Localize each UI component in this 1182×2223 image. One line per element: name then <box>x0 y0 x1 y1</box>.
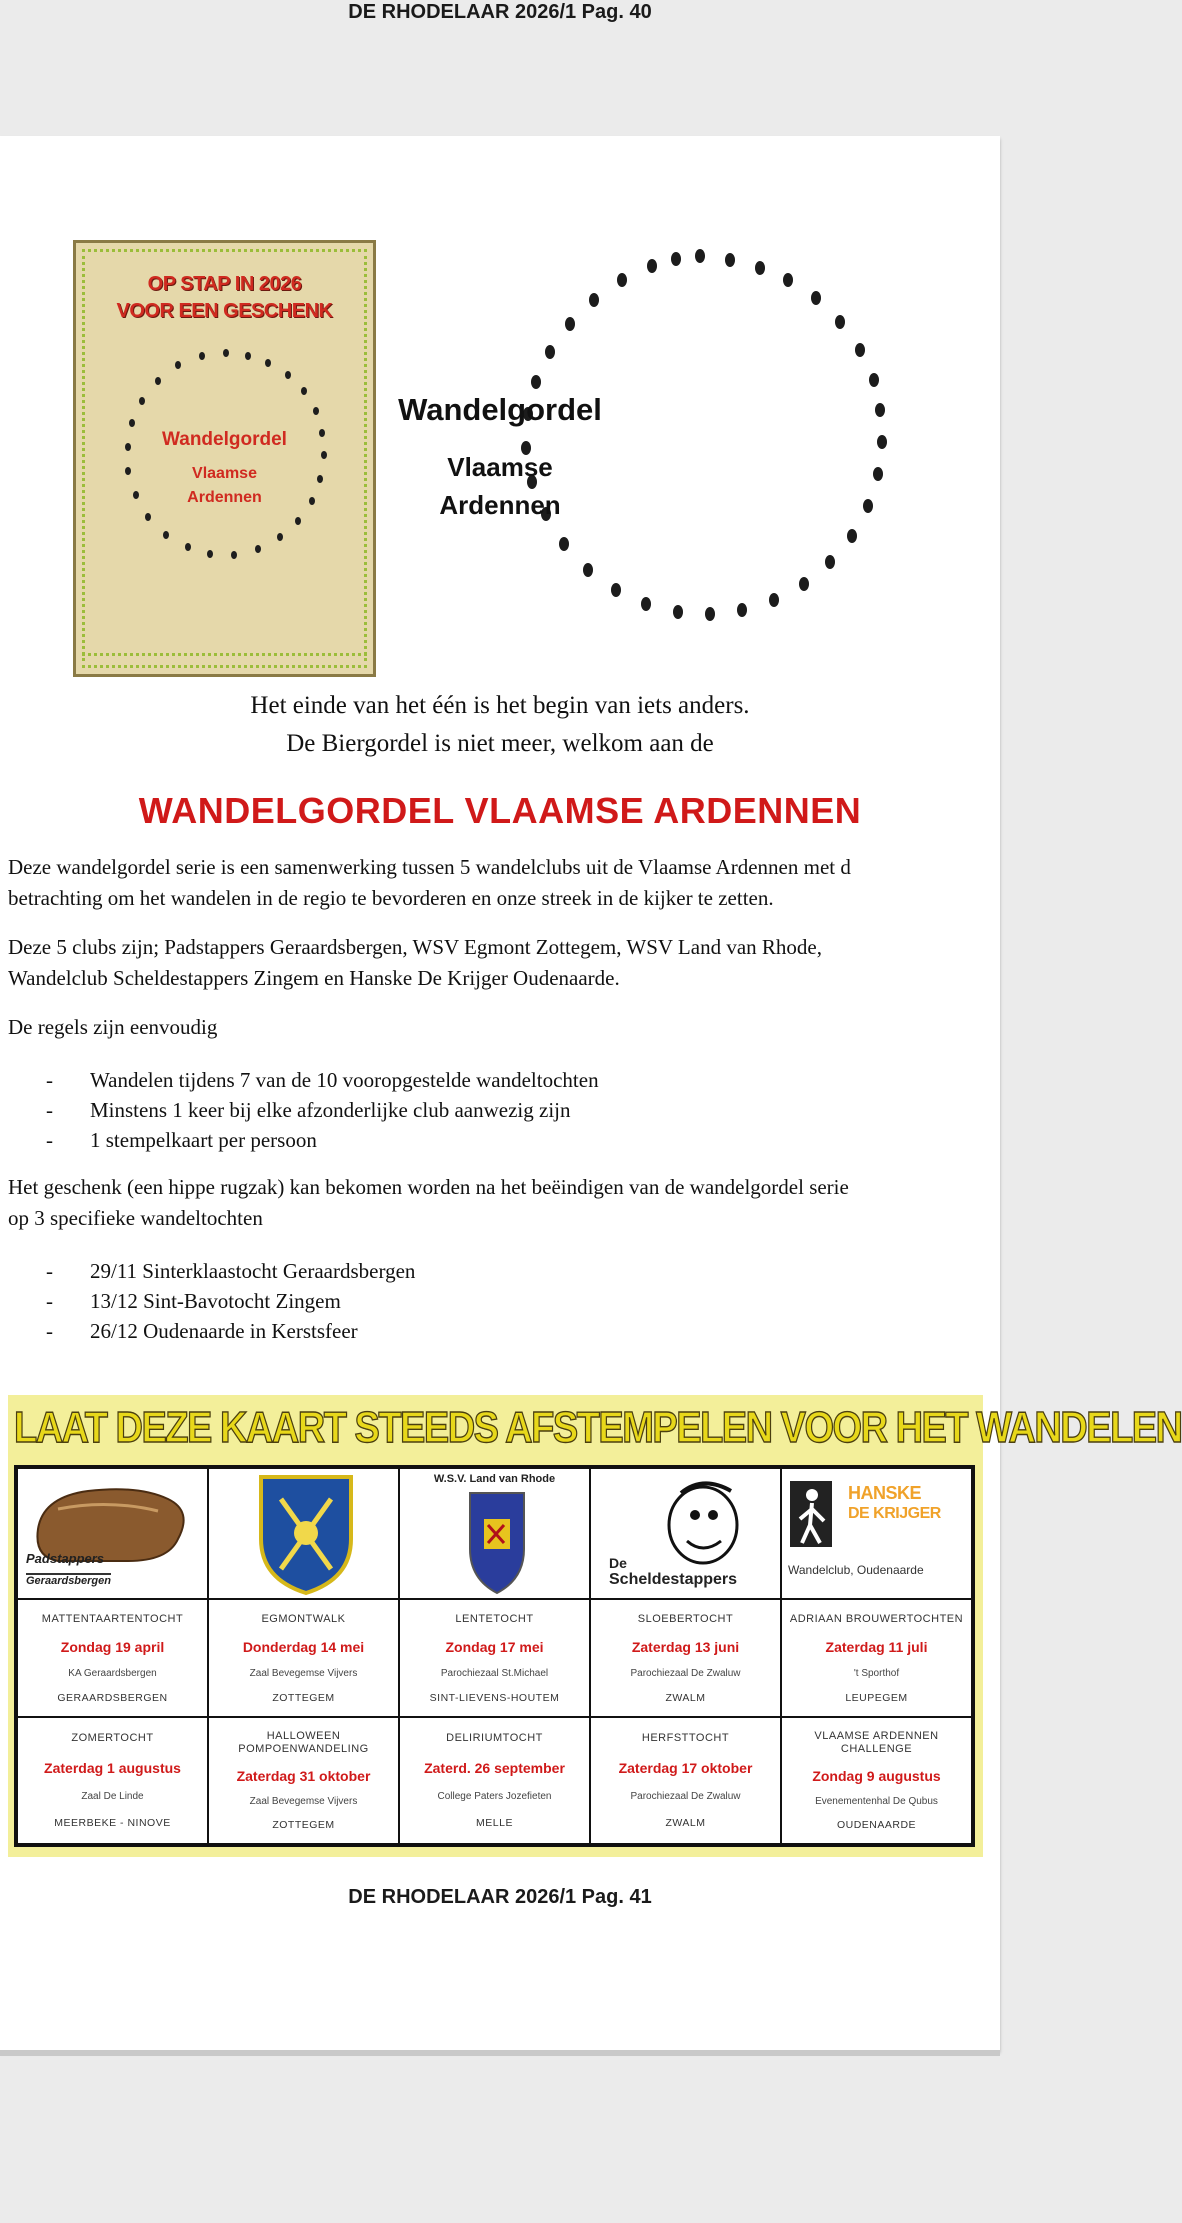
event-cell: ZOMERTOCHT Zaterdag 1 augustus Zaal De Linde MEERBEKE - NINOVE <box>17 1717 208 1844</box>
event-cell: VLAAMSE ARDENNEN CHALLENGE Zondag 9 augustus Evenementenhal De Qubus OUDENAARDE <box>781 1717 972 1844</box>
scheldestappers-logo: De Scheldestappers <box>590 1468 781 1599</box>
stamp-card <box>8 1395 1182 1857</box>
hanske-logo: HANSKE DE KRIJGER Wandelclub, Oudenaarde <box>781 1468 972 1599</box>
intro-line2: De Biergordel is niet meer, welkom aan de <box>286 730 714 757</box>
poster-title-line2: VOOR EEN GESCHENK <box>116 300 333 322</box>
event-cell: ADRIAAN BROUWERTOCHTEN Zaterdag 11 juli 't Sporthof LEUPEGEM <box>781 1599 972 1717</box>
poster-ring-line1: Wandelgordel <box>162 429 287 450</box>
list-item: - Wandelen tijdens 7 van de 10 vooropgestelde wandeltochten <box>46 1068 599 1092</box>
event-cell: LENTETOCHT Zondag 17 mei Parochiezaal St.Michael SINT-LIEVENS-HOUTEM <box>399 1599 590 1717</box>
event-cell: DELIRIUMTOCHT Zaterd. 26 september College Paters Jozefieten MELLE <box>399 1717 590 1844</box>
dates-list <box>46 1256 415 1346</box>
paragraph-1-line1: Deze wandelgordel serie is een samenwerking tussen 5 wandelclubs uit de Vlaamse Ardennen met d <box>8 855 851 879</box>
poster-ring-line2: Vlaamse <box>192 465 257 482</box>
shield-icon <box>209 1469 399 1597</box>
paragraph-3: De regels zijn eenvoudig <box>8 1015 218 1039</box>
list-item: - 29/11 Sinterklaastocht Geraardsbergen <box>46 1259 416 1283</box>
list-item: - 26/12 Oudenaarde in Kerstsfeer <box>46 1319 358 1343</box>
logo-line1: Wandelgordel <box>398 392 602 427</box>
event-cell: HERFSTTOCHT Zaterdag 17 oktober Parochiezaal De Zwaluw ZWALM <box>590 1717 781 1844</box>
main-title: WANDELGORDEL VLAAMSE ARDENNEN <box>138 790 862 831</box>
paragraph-4-line2: op 3 specifieke wandeltochten <box>8 1206 263 1230</box>
logo-line2: Vlaamse <box>447 452 553 482</box>
magazine-page <box>0 136 1182 2050</box>
paragraph-2-line1: Deze 5 clubs zijn; Padstappers Geraardsbergen, WSV Egmont Zottegem, WSV Land van Rhode, <box>8 935 822 959</box>
event-cell: EGMONTWALK Donderdag 14 mei Zaal Bevegemse Vijvers ZOTTEGEM <box>208 1599 399 1717</box>
page-footer: DE RHODELAAR 2026/1 Pag. 41 <box>348 1886 652 1908</box>
event-cell: SLOEBERTOCHT Zaterdag 13 juni Parochiezaal De Zwaluw ZWALM <box>590 1599 781 1717</box>
paragraph-4-line1: Het geschenk (een hippe rugzak) kan bekomen worden na het beëindigen van de wandelgordel serie <box>8 1175 849 1199</box>
event-cell: HALLOWEEN POMPOENWANDELING Zaterdag 31 oktober Zaal Bevegemse Vijvers ZOTTEGEM <box>208 1717 399 1844</box>
rules-list <box>46 1065 599 1155</box>
stamp-card-banner: LAAT DEZE KAART STEEDS AFSTEMPELEN VOOR HET WANDELEN <box>14 1403 1182 1453</box>
coat-of-arms-icon <box>400 1469 590 1597</box>
hiker-icon <box>790 1481 850 1561</box>
intro-line1: Het einde van het één is het begin van iets anders. <box>250 692 750 719</box>
poster-bottom-dots <box>82 653 367 668</box>
padstappers-logo: Padstappers Geraardsbergen <box>17 1468 208 1599</box>
page-header-top: DE RHODELAAR 2026/1 Pag. 40 <box>348 1 652 23</box>
paragraph-2-line2: Wandelclub Scheldestappers Zingem en Hanske De Krijger Oudenaarde. <box>8 966 620 990</box>
egmont-logo <box>208 1468 399 1599</box>
event-cell: MATTENTAARTENTOCHT Zondag 19 april KA Geraardsbergen GERAARDSBERGEN <box>17 1599 208 1717</box>
land-van-rhode-logo: W.S.V. Land van Rhode <box>399 1468 590 1599</box>
logo-line3: Ardennen <box>439 490 561 520</box>
stamp-card-grid <box>14 1465 975 1847</box>
list-item: - 1 stempelkaart per persoon <box>46 1128 317 1152</box>
list-item: - Minstens 1 keer bij elke afzonderlijke club aanwezig zijn <box>46 1098 571 1122</box>
list-item: - 13/12 Sint-Bavotocht Zingem <box>46 1289 341 1313</box>
poster-ring-line3: Ardennen <box>187 489 262 506</box>
paragraph-1-line2: betrachting om het wandelen in de regio te bevorderen en onze streek in de kijker te zetten. <box>8 886 774 910</box>
page-bottom-edge <box>0 2050 1000 2056</box>
poster-title-line1: OP STAP IN 2026 <box>147 273 302 295</box>
